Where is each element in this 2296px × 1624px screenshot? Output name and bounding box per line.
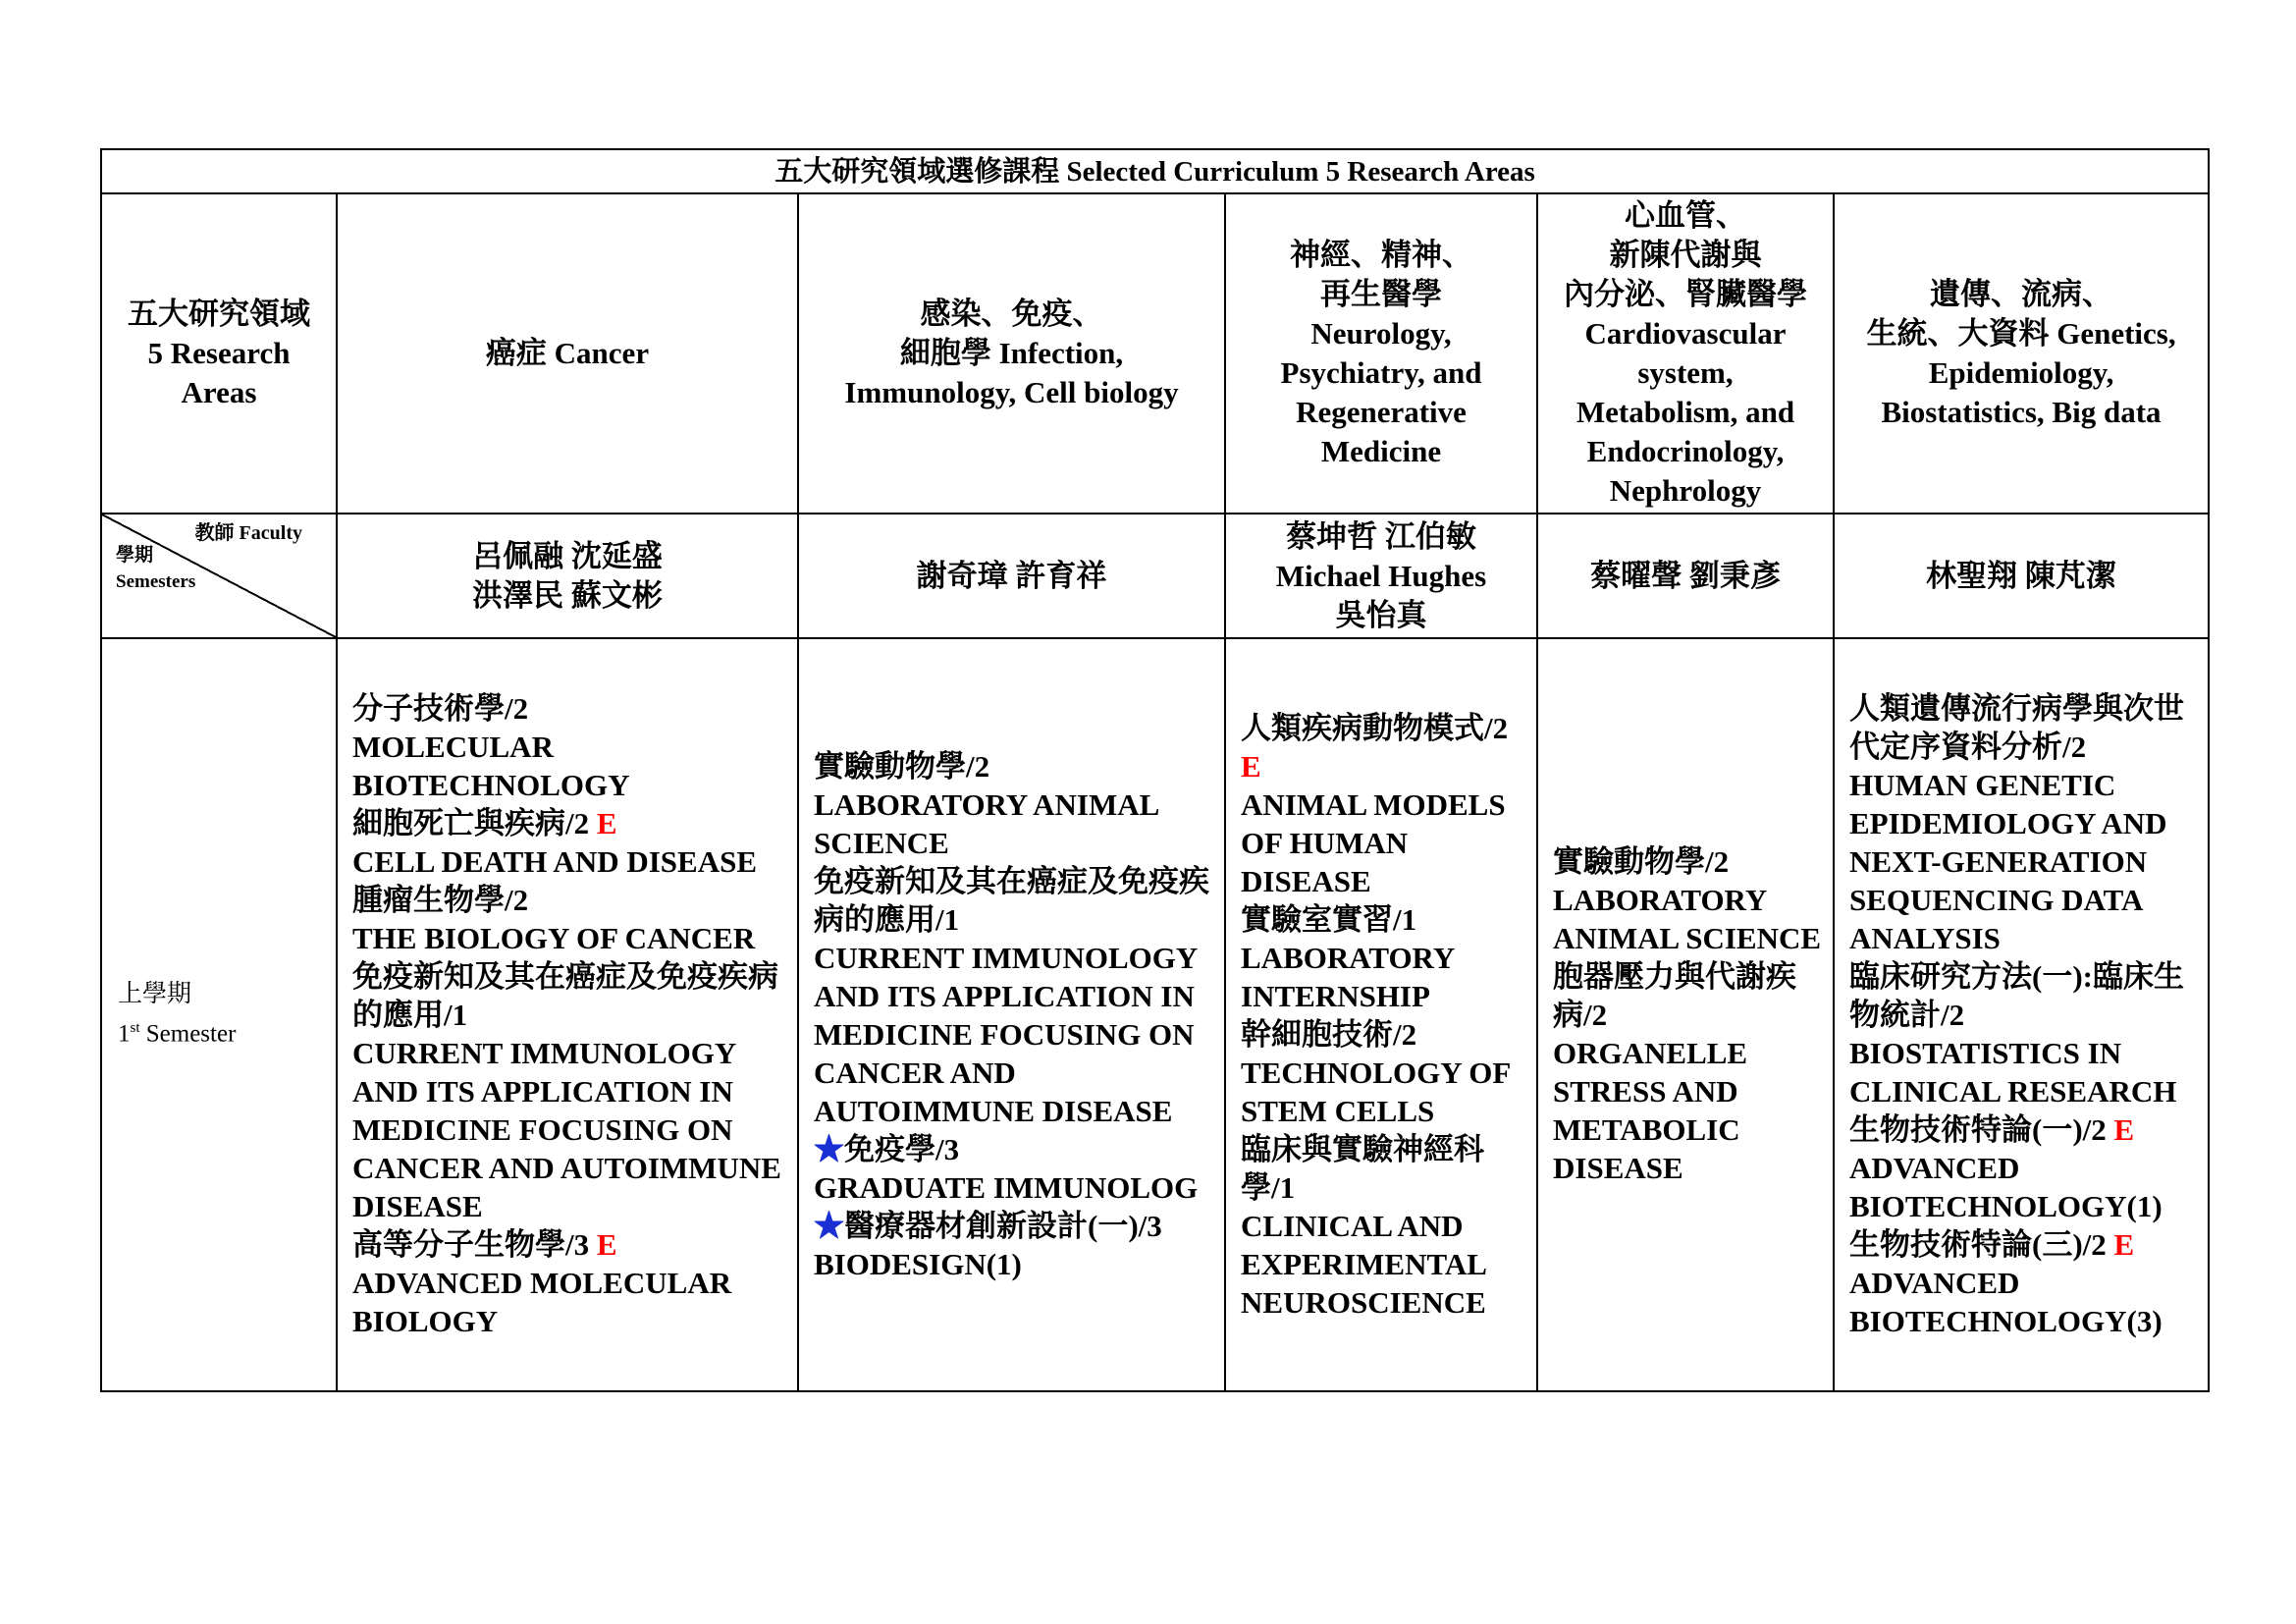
area-header-line: Immunology, Cell biology [844, 375, 1179, 409]
area-header-cardiovascular [1537, 193, 1834, 514]
course-line [814, 747, 1218, 785]
course-line [352, 1225, 791, 1264]
course-text: ADVANCED BIOTECHNOLOGY(3) [1849, 1266, 2163, 1338]
course-line [1241, 709, 1530, 785]
course-line [1241, 1015, 1530, 1054]
course-text: GRADUATE IMMUNOLOG [814, 1169, 1199, 1205]
courses-neurology [1225, 638, 1537, 1391]
course-text: 人類疾病動物模式/2 [1241, 710, 1509, 745]
faculty-semester-corner [101, 514, 337, 638]
faculty-name-line: 蔡曜聲 劉秉彥 [1590, 558, 1781, 593]
area-header-line: 細胞學 Infection, [899, 336, 1124, 370]
course-line [352, 919, 791, 957]
courses-genetics [1834, 638, 2209, 1391]
course-line [352, 689, 791, 728]
course-line [352, 842, 791, 881]
course-text: 臨床研究方法(一):臨床生物統計/2 [1849, 959, 2184, 1032]
course-line [1849, 1034, 2202, 1110]
area-header-line: Medicine [1320, 434, 1442, 468]
course-text: 實驗動物學/2 [814, 748, 990, 784]
course-text: 胞器壓力與代謝疾病/2 [1553, 959, 1796, 1032]
area-header-line: Endocrinology, [1586, 434, 1785, 468]
course-text: THE BIOLOGY OF CANCER [352, 921, 756, 955]
corner-semester-zh: 學期 [116, 545, 154, 566]
area-header-line: 新陳代謝與 [1609, 238, 1762, 272]
area-header-line: system, [1637, 355, 1734, 390]
area-header-line: Epidemiology, [1928, 355, 2114, 390]
course-line [352, 957, 791, 1034]
corner-faculty-label: 教師 Faculty [194, 522, 302, 544]
corner-semester-label [116, 542, 195, 595]
area-header-line: 再生醫學 [1320, 277, 1442, 311]
course-line [1849, 689, 2202, 766]
course-text: BIODESIGN(1) [814, 1246, 1022, 1281]
course-text: 高等分子生物學/3 [352, 1227, 590, 1262]
course-text: 細胞死亡與疾病/2 [352, 806, 590, 840]
course-line [352, 728, 791, 804]
course-line [814, 1207, 1218, 1245]
area-header-line: Cardiovascular [1584, 316, 1787, 351]
course-line [352, 1264, 791, 1340]
faculty-cancer [337, 514, 798, 638]
course-line [1849, 1149, 2202, 1225]
course-line [1553, 842, 1827, 881]
course-text: 幹細胞技術/2 [1241, 1016, 1417, 1052]
course-text: 免疫新知及其在癌症及免疫疾病的應用/1 [352, 959, 778, 1032]
star-icon: ★ [814, 1131, 844, 1166]
faculty-infection-immunology [798, 514, 1225, 638]
course-text: MOLECULAR BIOTECHNOLOGY [352, 730, 630, 802]
course-line [352, 1034, 791, 1225]
course-line [814, 862, 1218, 939]
table-title: 五大研究領域選修課程 Selected Curriculum 5 Research Areas [101, 149, 2209, 193]
course-line [1241, 1207, 1530, 1322]
courses-infection-immunology [798, 638, 1225, 1391]
faculty-cardiovascular [1537, 514, 1834, 638]
row-label-line: 5 Research [147, 336, 291, 370]
semester-en: 1st Semester [118, 1020, 237, 1048]
course-text: 人類遺傳流行病學與次世代定序資料分析/2 [1849, 691, 2184, 764]
area-header-neurology [1225, 193, 1537, 514]
courses-cardiovascular [1537, 638, 1834, 1391]
area-header-line: Nephrology [1609, 473, 1762, 508]
area-header-line: Regenerative [1296, 395, 1467, 429]
area-header-line: 內分泌、腎臟醫學 [1564, 277, 1807, 311]
course-line [352, 881, 791, 919]
faculty-name-line: 吳怡真 [1335, 597, 1427, 632]
semester-zh: 上學期 [118, 981, 192, 1008]
course-text: BIOSTATISTICS IN CLINICAL RESEARCH [1849, 1036, 2177, 1109]
courses-cancer [337, 638, 798, 1391]
course-text: 分子技術學/2 [352, 691, 529, 726]
course-line [1849, 1264, 2202, 1340]
course-text: LABORATORY ANIMAL SCIENCE [1553, 883, 1822, 955]
course-text: LABORATORY INTERNSHIP [1241, 940, 1455, 1013]
row-label-line: Areas [181, 375, 257, 409]
course-line [1553, 1034, 1827, 1187]
course-line [1241, 939, 1530, 1015]
area-header-line: Biostatistics, Big data [1881, 395, 2162, 429]
course-text: 生物技術特論(三)/2 [1849, 1227, 2107, 1262]
course-line [1849, 766, 2202, 957]
course-text: TECHNOLOGY OF STEM CELLS [1241, 1055, 1511, 1128]
area-header-infection-immunology [798, 193, 1225, 514]
course-text: 醫療器材創新設計(一)/3 [844, 1208, 1162, 1243]
course-text: 免疫新知及其在癌症及免疫疾病的應用/1 [814, 863, 1209, 937]
faculty-name-line: 蔡坤哲 江伯敏 [1286, 518, 1476, 554]
curriculum-table [100, 148, 2210, 1392]
course-text: CELL DEATH AND DISEASE [352, 844, 758, 879]
elective-e-mark: E [2106, 1112, 2135, 1147]
course-text: 臨床與實驗神經科學/1 [1241, 1131, 1484, 1205]
course-line [1241, 1054, 1530, 1130]
course-text: HUMAN GENETIC EPIDEMIOLOGY AND NEXT-GENERATION SEQUENCING DATA ANALYSIS [1849, 768, 2167, 955]
course-line [352, 804, 791, 842]
course-text: 實驗動物學/2 [1553, 844, 1730, 879]
course-text: ANIMAL MODELS OF HUMAN DISEASE [1241, 786, 1506, 898]
area-header-line: Psychiatry, and [1280, 355, 1482, 390]
faculty-name-line: 林聖翔 陳芃潔 [1926, 558, 2116, 593]
course-text: 免疫學/3 [844, 1131, 960, 1166]
course-line [814, 939, 1218, 1130]
elective-e-mark: E [1241, 748, 1261, 784]
area-header-line: 神經、精神、 [1290, 238, 1472, 272]
area-header-line: Metabolism, and [1575, 395, 1795, 429]
course-line [814, 1245, 1218, 1283]
course-text: CURRENT IMMUNOLOGY AND ITS APPLICATION IN MEDICINE FOCUSING ON CANCER AND AUTOIMMUNE DISEASE [352, 1036, 781, 1223]
area-header-cancer [337, 193, 798, 514]
area-header-line: 生統、大資料 Genetics, [1866, 316, 2176, 351]
course-line [1241, 900, 1530, 939]
corner-semester-en: Semesters [116, 571, 196, 592]
course-text: ADVANCED BIOTECHNOLOGY(1) [1849, 1151, 2163, 1223]
course-text: LABORATORY ANIMAL SCIENCE [814, 786, 1158, 860]
faculty-name-line: 謝奇璋 許育祥 [916, 558, 1107, 593]
area-header-line: 癌症 Cancer [485, 336, 650, 370]
row-label-line: 五大研究領域 [128, 297, 310, 331]
course-line [1553, 881, 1827, 957]
course-line [1849, 1110, 2202, 1149]
row-label-research-areas [101, 193, 337, 514]
elective-e-mark: E [589, 1227, 617, 1262]
course-line [1849, 1225, 2202, 1264]
elective-e-mark: E [2106, 1227, 2135, 1262]
course-line [814, 1168, 1218, 1207]
area-header-line: 心血管、 [1625, 198, 1746, 233]
faculty-name-line: 呂佩融 沈延盛 [472, 538, 663, 573]
course-text: CURRENT IMMUNOLOGY AND ITS APPLICATION IN MEDICINE FOCUSING ON CANCER AND AUTOIMMUNE DISEASE [814, 940, 1198, 1128]
course-line [1849, 957, 2202, 1034]
faculty-name-line: 洪澤民 蘇文彬 [472, 577, 663, 613]
faculty-genetics [1834, 514, 2209, 638]
course-line [814, 785, 1218, 862]
area-header-line: Neurology, [1310, 316, 1452, 351]
course-line [814, 1130, 1218, 1168]
faculty-neurology [1225, 514, 1537, 638]
area-header-genetics [1834, 193, 2209, 514]
course-line [1553, 957, 1827, 1034]
course-text: ORGANELLE STRESS AND METABOLIC DISEASE [1553, 1036, 1748, 1185]
area-header-line: 遺傳、流病、 [1930, 277, 2113, 311]
course-text: CLINICAL AND EXPERIMENTAL NEUROSCIENCE [1241, 1208, 1486, 1320]
star-icon: ★ [814, 1208, 844, 1243]
course-text: ADVANCED MOLECULAR BIOLOGY [352, 1266, 732, 1338]
course-text: 腫瘤生物學/2 [352, 883, 529, 917]
course-text: 生物技術特論(一)/2 [1849, 1112, 2107, 1147]
elective-e-mark: E [589, 806, 617, 840]
course-text: 實驗室實習/1 [1241, 901, 1417, 937]
semester-label [101, 638, 337, 1391]
area-header-line: 感染、免疫、 [920, 297, 1103, 331]
faculty-name-line: Michael Hughes [1275, 558, 1487, 593]
course-line [1241, 1130, 1530, 1207]
course-line [1241, 785, 1530, 900]
